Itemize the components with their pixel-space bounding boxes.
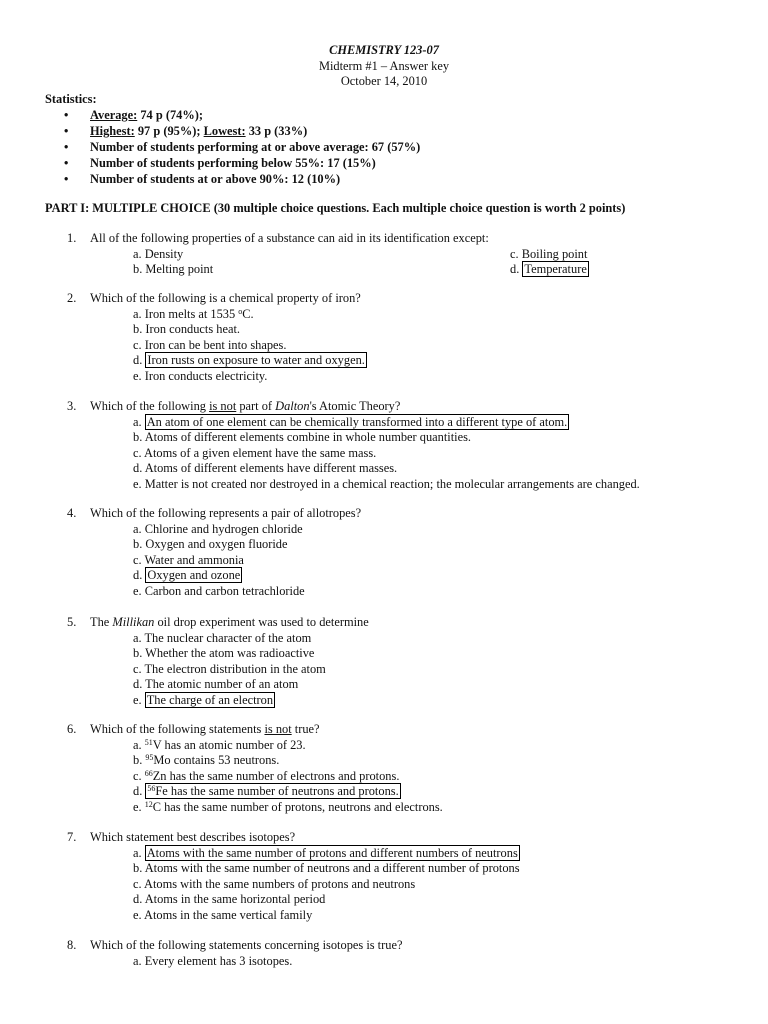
question-stem: 8. Which of the following statements concerning isotopes is true? (67, 938, 403, 952)
stat-average: • Average: 74 p (74%); (45, 107, 420, 123)
option-e: e. Carbon and carbon tetrachloride (133, 583, 305, 598)
answer-box: The charge of an electron (146, 692, 274, 707)
option-b: b. Atoms with the same number of neutrons and a different number of protons (133, 861, 520, 875)
option-c: c. The electron distribution in the atom (133, 661, 326, 676)
answer-box: $^{56}$Fe has the same number of neutrons and protons. (147, 784, 399, 798)
answer-box: Oxygen and ozone (147, 568, 241, 582)
option-c: c. Atoms of a given element have the same mass. (133, 445, 377, 460)
stat-highest-lowest: • Highest: 97 p (95%); Lowest: 33 p (33%) (45, 123, 420, 139)
option-e: e. Iron conducts electricity. (133, 368, 268, 383)
question-stem: 3. Which of the following is not part of Dalton's Atomic Theory? (67, 399, 401, 413)
answer-box: Iron rusts on exposure to water and oxygen. (147, 353, 365, 367)
answer-box: Temperature (524, 262, 587, 276)
option-b: b. Atoms of different elements combine in whole number quantities. (133, 430, 472, 444)
question-stem: 2. Which of the following is a chemical property of iron? (67, 291, 361, 305)
answer-box: An atom of one element can be chemically transformed into a different type of atom. (146, 414, 568, 429)
option-c: c. Water and ammonia (133, 552, 244, 567)
question-8 (67, 938, 747, 969)
option-a: a. Chlorine and hydrogen chloride (133, 521, 303, 536)
option-d: d. Iron rusts on exposure to water and oxygen. (133, 353, 365, 367)
question-1 (67, 231, 747, 278)
option-a: a. Atoms with the same number of protons and different numbers of neutrons (133, 845, 518, 860)
option-e: e. Matter is not created nor destroyed in a chemical reaction; the molecular arrangements are changed. (133, 476, 640, 491)
option-a: a. An atom of one element can be chemically transformed into a different type of atom. (133, 414, 568, 429)
option-c: c. Boiling point (510, 246, 588, 261)
option-b: b. Whether the atom was radioactive (133, 646, 315, 660)
option-d: d. Atoms of different elements have different masses. (133, 461, 398, 475)
course-title: CHEMISTRY 123-07 (329, 43, 439, 57)
stat-at-or-above-average: • Number of students performing at or above average: 67 (57%) (45, 139, 420, 155)
question-4 (67, 506, 747, 599)
exam-title: Midterm #1 – Answer key (318, 58, 450, 73)
option-a: a. Every element has 3 isotopes. (133, 953, 293, 968)
question-stem: 5. The Millikan oil drop experiment was used to determine (67, 615, 369, 629)
option-b: b. Melting point (133, 262, 214, 276)
option-c: c. Atoms with the same numbers of protons and neutrons (133, 876, 416, 891)
option-row (67, 247, 747, 263)
option-c: c. Iron can be bent into shapes. (133, 337, 287, 352)
question-stem: 7. Which statement best describes isotopes? (67, 830, 296, 844)
stat-below-55: • Number of students performing below 55%: 17 (15%) (45, 155, 420, 171)
question-stem: 4. Which of the following represents a pair of allotropes? (67, 506, 362, 520)
option-b: b. Iron conducts heat. (133, 322, 241, 336)
option-e: e. Atoms in the same vertical family (133, 907, 313, 922)
option-c: c. $^{66}$Zn has the same number of electrons and protons. (133, 768, 400, 783)
answer-box: Atoms with the same number of protons and different numbers of neutrons (146, 845, 518, 860)
question-stem: 6. Which of the following statements is not true? (67, 722, 320, 736)
option-e: e. The charge of an electron (133, 692, 274, 707)
option-d: d. The atomic number of an atom (133, 677, 299, 691)
option-a: a. Density (133, 246, 184, 261)
option-b: b. $^{95}$Mo contains 53 neutrons. (133, 753, 280, 767)
option-a: a. The nuclear character of the atom (133, 630, 312, 645)
option-d: d. $^{56}$Fe has the same number of neutrons and protons. (133, 784, 399, 798)
option-d: d. Atoms in the same horizontal period (133, 892, 326, 906)
statistics-title: Statistics: (45, 92, 97, 106)
document-header (0, 43, 768, 90)
question-stem: 1. All of the following properties of a substance can aid in its identification except: (67, 231, 489, 245)
option-a: a. Iron melts at 1535 $^o$C. (133, 306, 254, 321)
option-d: d. Temperature (510, 262, 587, 276)
question-3 (67, 399, 747, 492)
statistics-list (45, 107, 420, 187)
statistics-section (45, 91, 420, 187)
option-a: a. $^{51}$V has an atomic number of 23. (133, 737, 306, 752)
exam-date: October 14, 2010 (340, 74, 428, 88)
question-2 (67, 291, 747, 384)
question-7 (67, 830, 747, 923)
option-b: b. Oxygen and oxygen fluoride (133, 537, 288, 551)
option-d: d. Oxygen and ozone (133, 568, 241, 582)
option-e: e. $^{12}$C has the same number of protons, neutrons and electrons. (133, 799, 443, 814)
part1-heading: PART I: MULTIPLE CHOICE (30 multiple choice questions. Each multiple choice question is worth 2 points) (45, 201, 626, 215)
question-5 (67, 615, 747, 708)
stat-at-or-above-90: • Number of students at or above 90%: 12 (10%) (45, 171, 420, 187)
option-row (67, 262, 747, 278)
question-6 (67, 722, 747, 815)
